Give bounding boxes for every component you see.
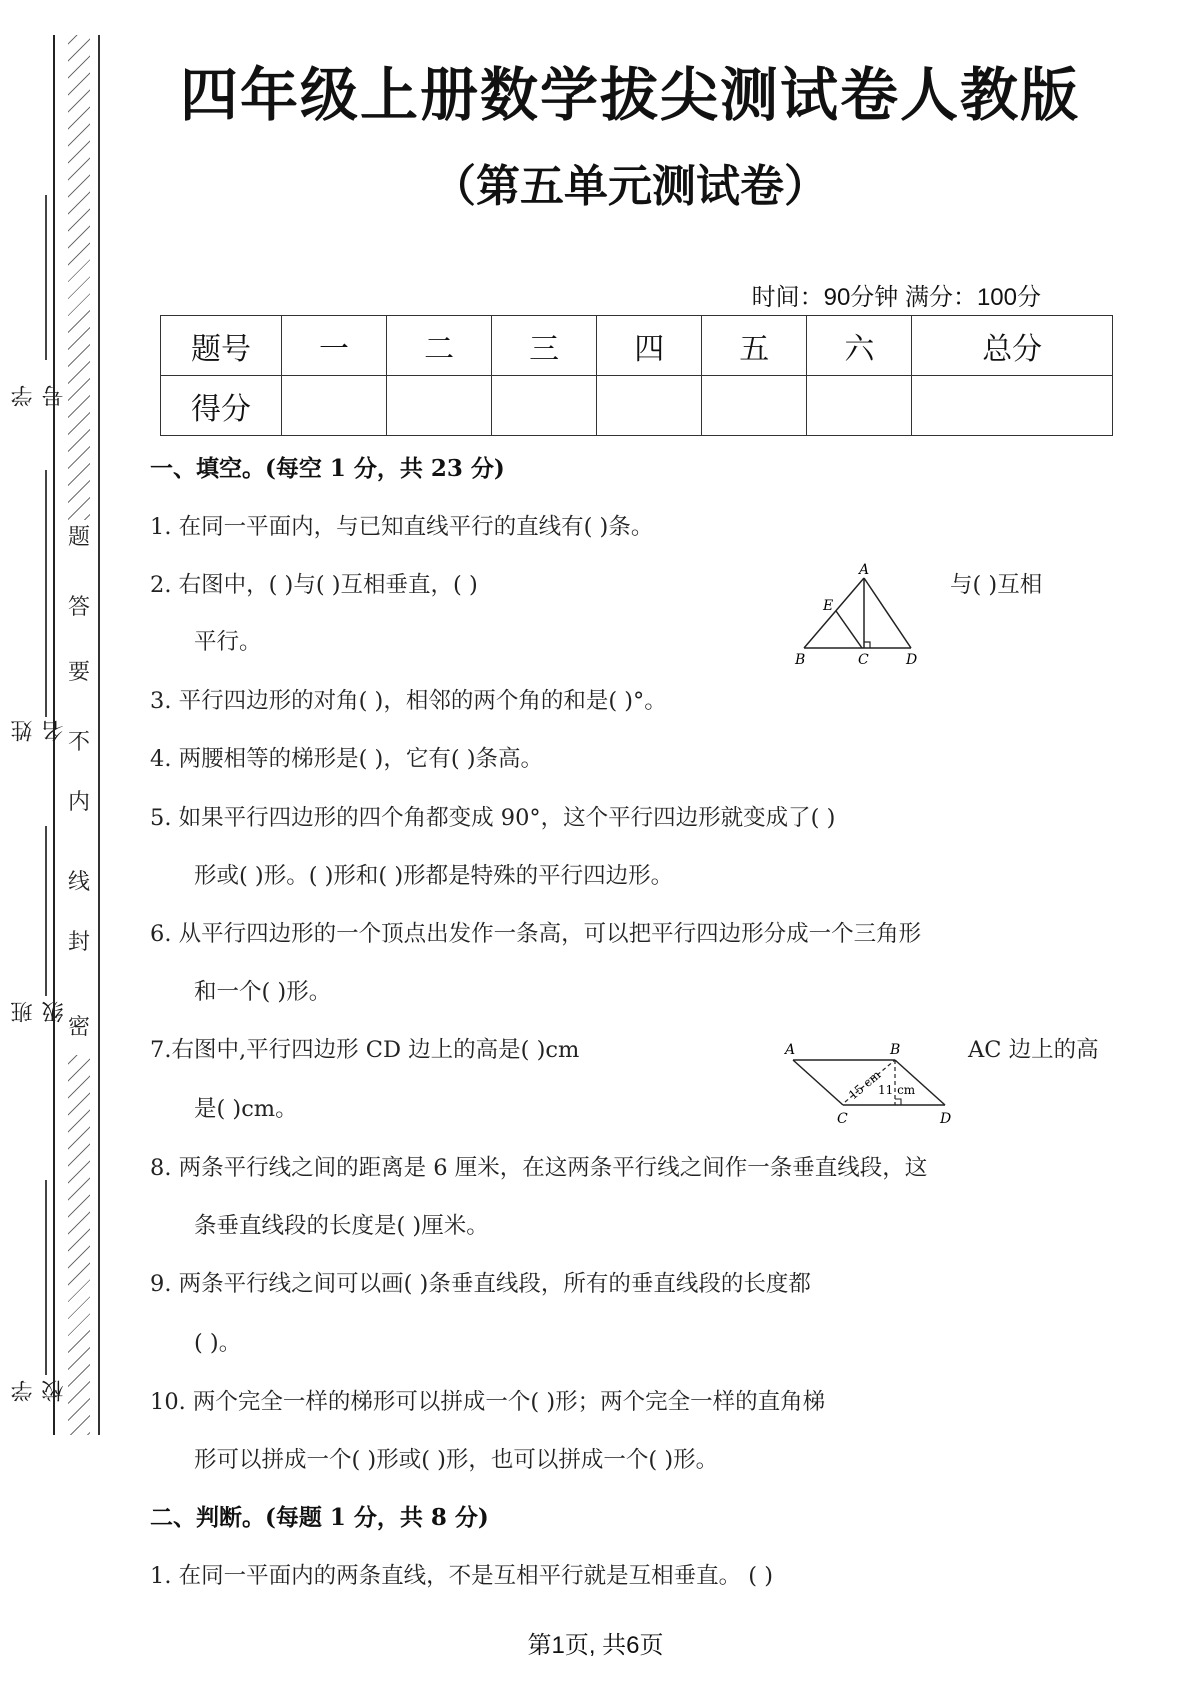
question-1-10b: 形可以拼成一个( )形或( )形，也可以拼成一个( )形。 xyxy=(194,1447,719,1473)
question-2-1: 1. 在同一平面内的两条直线，不是互相平行就是互相垂直。 ( ) xyxy=(150,1563,773,1589)
vertex-label: C xyxy=(837,1111,848,1127)
vertex-label: B xyxy=(795,652,806,668)
header-cell: 四 xyxy=(597,316,702,376)
question-1-3: 3. 平行四边形的对角( )，相邻的两个角的和是( )°。 xyxy=(150,688,667,714)
exam-meta: 时间：90分钟 满分：100分 xyxy=(751,284,1041,311)
question-1-2c: 平行。 xyxy=(194,629,262,655)
score-cell[interactable] xyxy=(807,376,912,436)
school-underline xyxy=(45,1180,47,1375)
question-1-10a: 10. 两个完全一样的梯形可以拼成一个( )形；两个完全一样的直角梯 xyxy=(150,1389,826,1415)
header-cell: 总分 xyxy=(912,316,1113,376)
seal-char: 要 xyxy=(67,660,90,685)
question-1-6b: 和一个( )形。 xyxy=(194,979,332,1005)
seal-char: 线 xyxy=(67,870,90,895)
seal-char: 内 xyxy=(67,790,90,815)
question-1-8a: 8. 两条平行线之间的距离是 6 厘米，在这两条平行线之间作一条垂直线段，这 xyxy=(150,1155,928,1181)
class-underline xyxy=(45,826,47,996)
margin-hatch-top xyxy=(68,35,90,520)
seal-char: 题 xyxy=(67,525,90,550)
parallelogram-figure xyxy=(775,1030,955,1130)
triangle-figure xyxy=(790,560,930,670)
question-1-9b: ( )。 xyxy=(194,1330,242,1356)
dimension-label: 15 cm xyxy=(845,1067,884,1103)
question-1-8b: 条垂直线段的长度是( )厘米。 xyxy=(194,1213,489,1239)
page-indicator: 第1页, 共6页 xyxy=(527,1632,664,1659)
page-title: 四年级上册数学拔尖测试卷人教版 xyxy=(179,61,1080,129)
question-1-2b: 与( )互相 xyxy=(950,572,1043,598)
vertex-label: A xyxy=(785,1042,796,1058)
page-subtitle: （第五单元测试卷） xyxy=(432,161,828,212)
header-cell: 六 xyxy=(807,316,912,376)
vertex-label: C xyxy=(858,652,869,668)
vertex-label: A xyxy=(859,562,870,578)
score-cell[interactable] xyxy=(282,376,387,436)
question-1-7a: 7.右图中,平行四边形 CD 边上的高是( )cm xyxy=(150,1037,580,1063)
student-name-label: 姓名 xyxy=(11,720,67,742)
class-label: 班级 xyxy=(11,1001,67,1023)
binding-margin xyxy=(0,0,150,1684)
dimension-label: 11 cm xyxy=(878,1083,916,1097)
header-cell: 一 xyxy=(282,316,387,376)
question-1-7b: AC 边上的高 xyxy=(968,1037,1099,1063)
margin-hatch-bottom xyxy=(68,1055,90,1435)
score-cell[interactable] xyxy=(492,376,597,436)
score-cell[interactable] xyxy=(597,376,702,436)
student-name-underline xyxy=(45,470,47,717)
seal-char: 不 xyxy=(67,730,90,755)
header-cell: 五 xyxy=(702,316,807,376)
student-id-underline xyxy=(45,195,47,360)
seal-char: 密 xyxy=(67,1015,90,1040)
student-id-label: 学号 xyxy=(11,385,67,407)
question-1-6a: 6. 从平行四边形的一个顶点出发作一条高，可以把平行四边形分成一个三角形 xyxy=(150,921,922,947)
seal-char: 答 xyxy=(67,595,90,620)
score-row-label: 得分 xyxy=(161,376,282,436)
question-1-5b: 形或( )形。( )形和( )形都是特殊的平行四边形。 xyxy=(194,863,674,889)
vertex-label: E xyxy=(823,598,834,614)
header-cell: 题号 xyxy=(161,316,282,376)
question-1-2a: 2. 右图中，( )与( )互相垂直，( ) xyxy=(150,572,478,598)
score-table xyxy=(160,315,1113,436)
question-1-1: 1. 在同一平面内，与已知直线平行的直线有( )条。 xyxy=(150,514,654,540)
score-cell[interactable] xyxy=(387,376,492,436)
question-1-9a: 9. 两条平行线之间可以画( )条垂直线段，所有的垂直线段的长度都 xyxy=(150,1271,811,1297)
seal-char: 封 xyxy=(67,930,90,955)
score-cell[interactable] xyxy=(702,376,807,436)
triangle-diagram xyxy=(790,560,930,670)
score-cell[interactable] xyxy=(912,376,1113,436)
score-table-header-row xyxy=(161,316,1113,376)
vertex-label: D xyxy=(906,652,918,668)
section2-heading: 二、判断。(每题 1 分，共 8 分) xyxy=(150,1504,489,1531)
margin-line-inner xyxy=(98,35,100,1435)
question-1-7c: 是( )cm。 xyxy=(194,1096,298,1122)
header-cell: 三 xyxy=(492,316,597,376)
vertex-label: D xyxy=(940,1111,952,1127)
question-1-5a: 5. 如果平行四边形的四个角都变成 90°，这个平行四边形就变成了( ) xyxy=(150,805,836,831)
header-cell: 二 xyxy=(387,316,492,376)
school-label: 学校 xyxy=(11,1380,67,1402)
parallelogram-diagram xyxy=(775,1030,955,1130)
section1-heading: 一、填空。(每空 1 分，共 23 分) xyxy=(150,455,505,482)
question-1-4: 4. 两腰相等的梯形是( )，它有( )条高。 xyxy=(150,746,544,772)
score-table-score-row xyxy=(161,376,1113,436)
vertex-label: B xyxy=(890,1042,901,1058)
